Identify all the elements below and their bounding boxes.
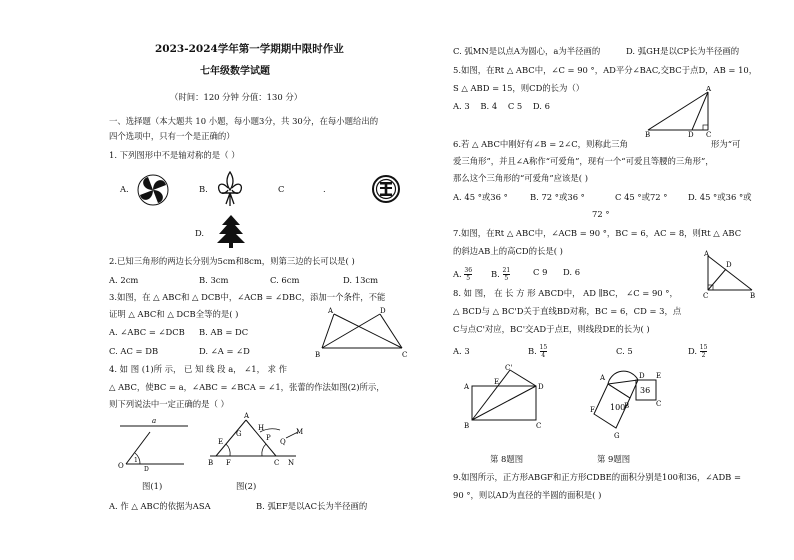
q5-option-d: D. 6 — [532, 101, 550, 111]
q4-caption-2: 图(2) — [236, 481, 257, 491]
q1-figure-b-fleur-icon — [215, 170, 245, 210]
q4-label-M: M — [296, 428, 304, 436]
q2-option-c: C. 6cm — [270, 275, 300, 285]
q7-label-a: A — [704, 250, 710, 258]
q5-option-b: B. 4 — [480, 101, 498, 111]
q8-stem-line1: 8. 如 图， 在 长 方 形 ABCD中， AD ∥BC， ∠C = 90 °， — [453, 288, 678, 298]
q2-stem: 2.已知三角形的两边长分别为5cm和8cm，则第三边的长可以是( ) — [109, 256, 355, 266]
q4-caption-1: 图(1) — [142, 481, 163, 491]
q1-option-a: A. — [120, 184, 129, 194]
fig8-caption: 第 8题图 — [490, 454, 524, 464]
q5-label-b: B — [645, 131, 651, 138]
q5-stem-line2: S △ ABD = 15，则CD的长为（） — [453, 83, 585, 93]
q5-figure — [644, 86, 714, 138]
q1-option-d: D. — [195, 228, 205, 238]
q4-label-F: F — [226, 459, 231, 467]
q8-label-e: E — [494, 378, 500, 386]
q8-option-d-fraction: $\frac{15}{2}$ — [699, 344, 708, 359]
q8-option-c: C. 5 — [616, 346, 633, 356]
q9-label-g: G — [614, 432, 620, 440]
q4-label-N: N — [288, 459, 295, 467]
q1-option-b: B. — [199, 184, 208, 194]
q4-label-a: a — [152, 417, 157, 425]
q6-stem-line2: 爱三角形”，并且∠A称作“可爱角”，现有一个“可爱且等腰的三角形”， — [453, 156, 714, 166]
q9-figure — [590, 362, 666, 440]
q8-stem-line2: △ BCD与 △ BC'D关于直线BD对称，BC = 6，CD = 3，点 — [453, 306, 682, 316]
q8-stem-line3: C与点C'对应，BC'交AD于点E，则线段DE的长为( ) — [453, 324, 650, 334]
q2-option-d: D. 13cm — [343, 275, 379, 285]
q4-label-P: P — [266, 434, 271, 442]
q3-label-a: A — [328, 307, 334, 315]
q9-square-100: 100 — [610, 403, 626, 412]
q8-label-c: C — [536, 422, 542, 430]
q4-stem-line1: 4. 如 图 (1)所 示， 已 知 线 段 a， ∠1， 求 作 — [109, 364, 288, 374]
q7-figure — [700, 250, 760, 300]
q9-stem-line2: 90 °，则以AD为直径的半圆的面积是( ) — [453, 490, 602, 500]
q4-label-Q: Q — [280, 438, 286, 446]
q5-option-c: C 5 — [507, 101, 523, 111]
q9-label-a: A — [600, 374, 606, 382]
q7-stem-line1: 7.如图，在Rt △ ABC中，∠ACB = 90 °，BC = 6，AC = 8，则Rt △ ABC — [453, 228, 742, 238]
q6-stem-line3: 那么这个三角形的“可爱角”应该是( ) — [453, 173, 589, 183]
q8-figure — [462, 364, 546, 430]
q5-options — [453, 101, 550, 112]
q1-figure-a-pinwheel-icon — [136, 173, 170, 207]
q8-label-b: B — [464, 422, 470, 430]
q9-label-f: F — [590, 406, 595, 414]
exam-title: 2023-2024学年第一学期期中限时作业 — [155, 43, 344, 55]
q4-stem-line3: 则下列说法中一定正确的是（ ） — [109, 399, 229, 409]
q9-label-e: E — [656, 372, 662, 380]
q3-figure — [314, 306, 412, 360]
q8-label-cprime: C' — [505, 364, 513, 372]
q9-square-36: 36 — [640, 386, 651, 395]
exam-meta: （时间：120 分钟 分值：130 分） — [170, 92, 303, 102]
q8-option-d: D. $\frac{15}{2}$ — [688, 344, 708, 359]
q7-option-b-fraction: $\frac{21}{5}$ — [502, 267, 511, 282]
q9-label-d: D — [639, 372, 645, 380]
q4-label-H: H — [258, 424, 265, 432]
q9-stem-line1: 9.如图所示，正方形ABGF和正方形CDBE的面积分别是100和36，∠ADB = — [453, 472, 741, 482]
q2-option-b: B. 3cm — [199, 275, 229, 285]
exam-subject: 七年级数学试题 — [200, 66, 270, 77]
q7-option-d: D. 6 — [563, 267, 581, 277]
q3-label-d: D — [380, 307, 386, 315]
q6-option-b: B. 72 °或36 ° — [530, 192, 585, 202]
q6-stem-line1: 6.若 △ ABC中刚好有∠B = 2∠C，则称此三角 — [453, 139, 628, 149]
q9-label-c: C — [656, 400, 662, 408]
q4-label-o: O — [118, 462, 124, 470]
q3-option-d: D. ∠A = ∠D — [199, 346, 250, 356]
q3-option-c: C. AC = DB — [109, 346, 159, 356]
q5-stem-line1: 5.如图，在Rt △ ABC中，∠C = 90 °，AD平分∠BAC,交BC于点D，AB = 10， — [453, 65, 758, 75]
q9-label-b: B — [624, 402, 630, 410]
q3-label-c: C — [402, 351, 408, 359]
q7-label-b: B — [750, 292, 756, 300]
q5-label-d: D — [688, 131, 694, 138]
q1-figure-d-tree-icon — [216, 214, 246, 248]
q3-label-b: B — [315, 351, 321, 359]
q6-option-d-cont: 72 ° — [592, 209, 610, 219]
q4-option-c: C. 弧MN是以点A为圆心，a为半径画的 — [453, 46, 601, 56]
q5-option-a: A. 3 — [453, 101, 470, 111]
q4-option-d: D. 弧GH是以CP长为半径画的 — [626, 46, 740, 56]
q4-figure-2 — [200, 410, 308, 470]
q4-label-B: B — [208, 459, 214, 467]
q3-option-a: A. ∠ABC = ∠DCB — [109, 327, 185, 337]
q8-label-a: A — [464, 383, 470, 391]
q2-option-a: A. 2cm — [109, 275, 139, 285]
q5-label-a: A — [706, 86, 712, 93]
q4-option-a: A. 作 △ ABC的依据为ASA — [109, 501, 211, 511]
q4-figure-1 — [112, 414, 196, 474]
q1-stem: 1. 下列图形中不是轴对称的是（ ） — [109, 150, 240, 160]
q7-option-a: A. $\frac{36}{5}$ — [453, 267, 473, 282]
q7-label-d: D — [726, 261, 732, 269]
q1-figure-seal-icon — [371, 174, 401, 204]
fig9-caption: 第 9题图 — [597, 454, 631, 464]
q4-label-G: G — [236, 430, 242, 438]
q5-label-c: C — [706, 131, 712, 138]
q4-label-C: C — [274, 459, 280, 467]
q8-option-b: B. $\frac{15}{4}$ — [528, 344, 548, 359]
q4-label-A: A — [244, 412, 250, 420]
q8-option-a: A. 3 — [453, 346, 470, 356]
q4-label-E: E — [218, 438, 224, 446]
q3-option-b: B. AB = DC — [199, 327, 249, 337]
q7-option-b: B. $\frac{21}{5}$ — [491, 267, 511, 282]
q1-option-c-dot: . — [323, 184, 326, 194]
q7-option-a-fraction: $\frac{36}{5}$ — [464, 267, 473, 282]
q3-stem-line1: 3.如图，在 △ ABC和 △ DCB中，∠ACB = ∠DBC，添加一个条件，不能 — [109, 292, 386, 302]
q7-label-c: C — [703, 292, 709, 300]
q4-option-b: B. 弧EF是以AC长为半径画的 — [256, 501, 368, 511]
q6-option-c: C 45 °或72 ° — [615, 192, 668, 202]
section-heading: 一、选择题（本大题共 10 小题，每小题3分，共 30分，在每小题给出的 — [109, 116, 379, 126]
q6-option-d: D. 45 °或36 °或 — [688, 192, 752, 202]
q7-option-c: C 9 — [533, 267, 548, 277]
q7-stem-line2: 的斜边AB上的高CD的长是( ) — [453, 246, 563, 256]
q4-label-d: D — [144, 466, 149, 473]
q6-option-a: A. 45 °或36 ° — [453, 192, 508, 202]
q4-label-1: 1 — [134, 457, 138, 464]
q4-stem-line2: △ ABC，使BC = a，∠ABC = ∠BCA = ∠1，张蕾的作法如图(2)所示， — [109, 382, 385, 392]
q6-stem-line1-end: 形为“可 — [711, 139, 741, 149]
q1-option-c: C — [278, 184, 285, 194]
section-heading-cont: 四个选项中，只有一个是正确的） — [109, 131, 235, 141]
q3-stem-line2: 证明 △ ABC和 △ DCB全等的是( ) — [109, 309, 239, 319]
q8-label-d: D — [538, 383, 544, 391]
q8-option-b-fraction: $\frac{15}{4}$ — [539, 344, 548, 359]
